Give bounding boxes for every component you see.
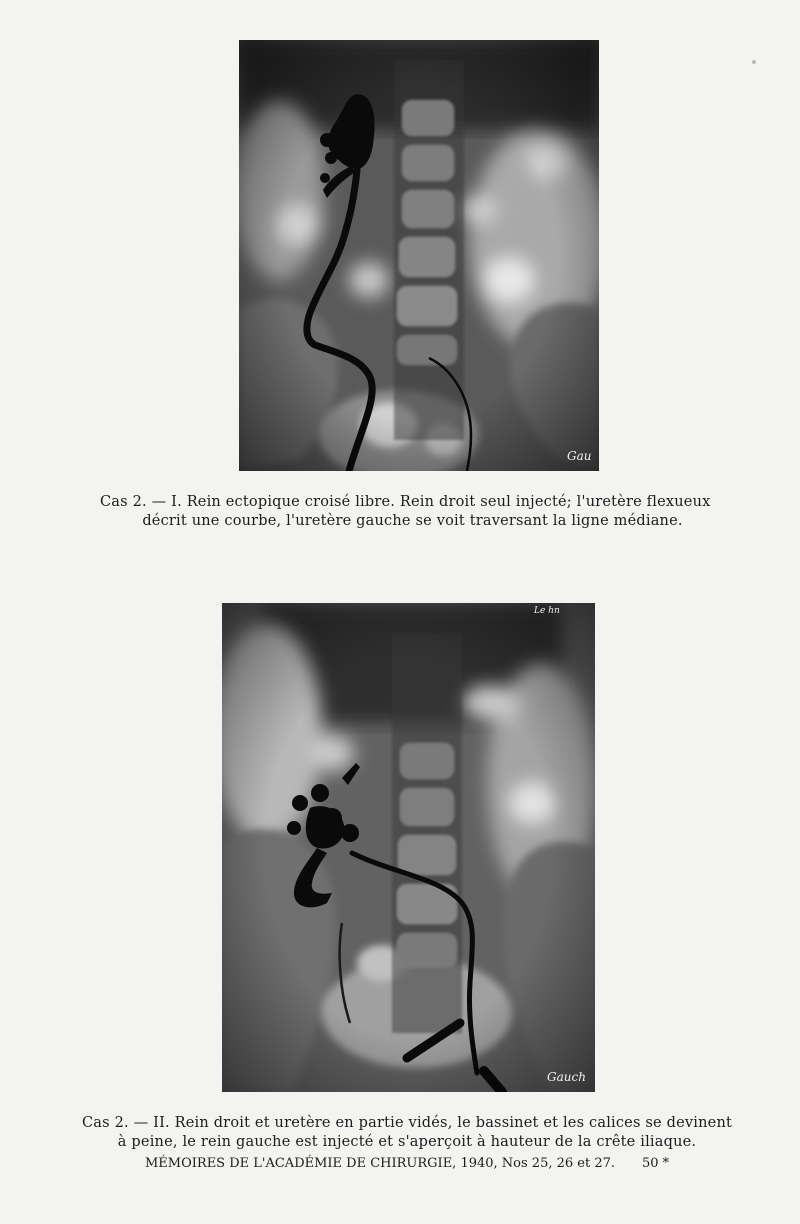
- running-footer: [145, 1156, 685, 1171]
- radiograph-2-image: [222, 603, 595, 1092]
- radiograph-1-signature: Gau: [567, 449, 592, 463]
- paper-speck: [752, 60, 756, 64]
- caption-2-line-2: à peine, le rein gauche est injecté et s'aperçoit à hauteur de la crête iliaque.: [117, 1134, 697, 1150]
- caption-1-line-1: Cas 2. — I. Rein ectopique croisé libre. Rein droit seul injecté; l'uretère flexueux: [100, 494, 711, 510]
- caption-2-line-1: Cas 2. — II. Rein droit et uretère en partie vidés, le bassinet et les calices se devinent: [82, 1115, 733, 1131]
- radiograph-2-corner-mark: Le hn: [534, 606, 560, 616]
- radiograph-figure-1: [239, 40, 599, 471]
- radiograph-1-image: [239, 40, 599, 471]
- figure-2-caption: [82, 1114, 732, 1152]
- figure-1-caption: [100, 493, 725, 531]
- radiograph-figure-2: [222, 603, 595, 1092]
- footer-citation: MÉMOIRES DE L'ACADÉMIE DE CHIRURGIE, 1940, Nos 25, 26 et 27.: [145, 1156, 616, 1171]
- page-number: 50 *: [642, 1156, 670, 1171]
- caption-1-line-2: décrit une courbe, l'uretère gauche se voit traversant la ligne médiane.: [142, 513, 683, 529]
- radiograph-2-signature: Gauch: [547, 1070, 586, 1084]
